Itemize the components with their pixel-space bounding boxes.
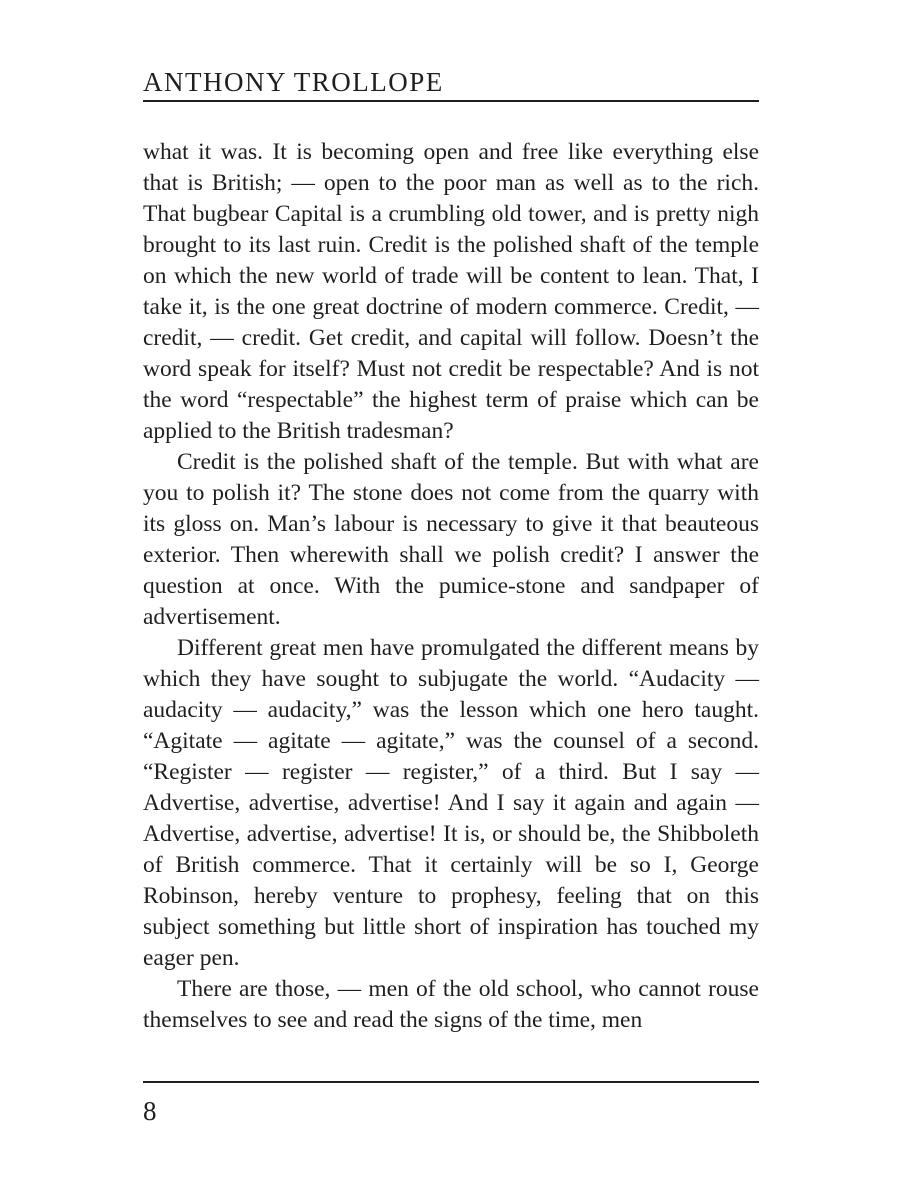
header-rule: [143, 100, 759, 102]
paragraph: what it was. It is becoming open and free like everything else that is British; — open to the poor man as well as to the rich. That bugbear Capital is a crumbling old tower, and is pretty nigh brought to its last ruin. Credit is the polished shaft of the temple on which the new world of trade will be content to lean. That, I take it, is the one great doctrine of modern commerce. Credit, — credit, — credit. Get credit, and capital will follow. Doesn’t the word speak for itself? Must not credit be respectable? And is not the word “respectable” the highest term of praise which can be applied to the British tradesman?: [143, 139, 759, 444]
paragraph: Credit is the polished shaft of the temple. But with what are you to polish it? The stone does not come from the quarry with its gloss on. Man’s labour is necessary to give it that beauteous exterior. Then wherewith shall we polish credit? I answer the question at once. With the pumice-stone and sandpaper of advertisement.: [143, 449, 759, 630]
body-text: [143, 137, 759, 1036]
footer-rule: [143, 1081, 759, 1083]
page-number: 8: [143, 1096, 157, 1126]
running-head-title: ANTHONY TROLLOPE: [143, 67, 444, 97]
paragraph: Different great men have promulgated the different means by which they have sought to subjugate the world. “Audacity — audacity — audacity,” was the lesson which one hero taught. “Agitate — agitate — agitate,” was the counsel of a second. “Register — register — register,” of a third. But I say — Advertise, advertise, advertise! And I say it again and again — Advertise, advertise, advertise! It is, or should be, the Shibboleth of British commerce. That it certainly will be so I, George Robinson, hereby venture to prophesy, feeling that on this subject something but little short of inspiration has touched my eager pen.: [143, 635, 759, 971]
paragraph: There are those, — men of the old school, who cannot rouse themselves to see and read the signs of the time, men: [143, 976, 759, 1033]
